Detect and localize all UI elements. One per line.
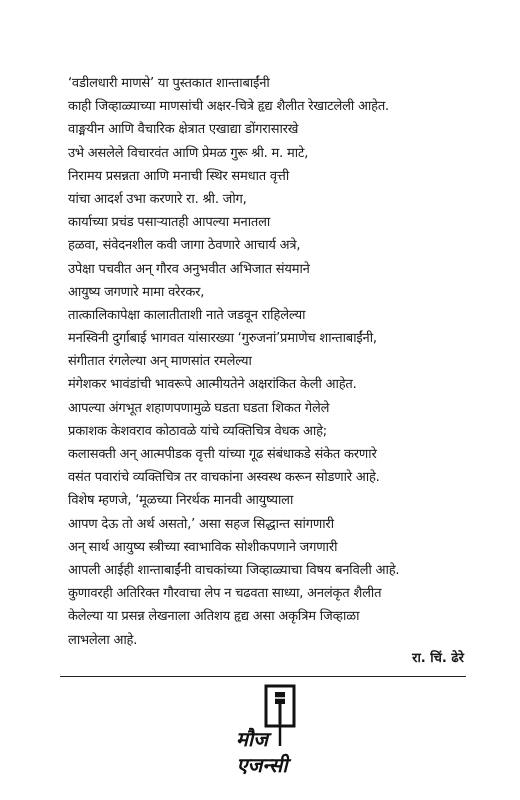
publisher-logo: [212, 684, 312, 796]
text-line: उभे असलेले विचारवंत आणि प्रेमळ गुरू श्री. म. माटे,: [68, 145, 309, 161]
text-line: संगीतात रंगलेल्या अन् माणसांत रमलेल्या: [68, 354, 252, 370]
text-line: निरामय प्रसन्नता आणि मनाची स्थिर समधात वृत्ती: [68, 168, 290, 184]
blurb-text: [68, 72, 468, 652]
text-line: ‘वडीलधारी माणसे’ या पुस्तकात शान्ताबाईंनी: [68, 76, 270, 91]
divider-rule: [60, 676, 466, 677]
text-line: हळवा, संवेदनशील कवी जागा ठेवणारे आचार्य अत्रे,: [68, 238, 301, 254]
text-line: लाभलेला आहे.: [68, 632, 138, 648]
text-line: कार्याच्या प्रचंड पसाऱ्यातही आपल्या मनातला: [68, 215, 271, 231]
text-line: अन् सार्थ आयुष्य स्त्रीच्या स्वाभाविक सोशीकपणाने जगणारी: [68, 539, 338, 555]
text-line: वाङ्मयीन आणि वैचारिक क्षेत्रात एखाद्या डोंगरासारखे: [68, 122, 299, 138]
text-line: काही जिव्हाळ्याच्या माणसांची अक्षर-चित्रे हृद्य शैलीत रेखाटलेली आहेत.: [68, 99, 389, 115]
text-line: आयुष्य जगणारे मामा वरेरकर,: [68, 284, 205, 300]
author-signature: रा. चिं. ढेरे: [412, 651, 464, 666]
text-line: उपेक्षा पचवीत अन् गौरव अनुभवीत अभिजात संयमाने: [68, 261, 310, 277]
text-line: विशेष म्हणजे, ‘मूळच्या निरर्थक मानवी आयुष्याला: [68, 493, 294, 509]
text-line: आपण देऊ तो अर्थ असतो,’ असा सहज सिद्धान्त सांगणारी: [68, 516, 334, 532]
text-line: तात्कालिकापेक्षा कालातीताशी नाते जडवून राहिलेल्या: [68, 307, 306, 323]
text-line: कलासक्ती अन् आत्मपीडक वृत्ती यांच्या गूढ संबंधाकडे संकेत करणारे: [68, 447, 377, 462]
publisher-logo-line1: मौज: [236, 727, 268, 751]
text-line: यांचा आदर्श उभा करणारे रा. श्री. जोग,: [68, 191, 247, 207]
text-line: प्रकाशक केशवराव कोठावळे यांचे व्यक्तिचित्र वेधक आहे;: [68, 423, 327, 439]
text-line: आपल्या अंगभूत शहाणपणामुळे घडता घडता शिकत गेलेले: [68, 400, 330, 416]
text-line: वसंत पवारांचे व्यक्तिचित्र तर वाचकांना अस्वस्थ करून सोडणारे आहे.: [68, 470, 380, 486]
text-line: कुणावरही अतिरिक्त गौरवाचा लेप न चढवता साध्या, अनलंकृत शैलीत: [68, 586, 382, 602]
text-line: मनस्विनी दुर्गाबाई भागवत यांसारख्या ‘गुरुजनां’प्रमाणेच शान्ताबाईंनी,: [68, 331, 377, 347]
text-line: मंगेशकर भावंडांची भावरूपे आत्मीयतेने अक्षरांकित केली आहेत.: [68, 377, 357, 393]
publisher-logo-line2: एजन्सी: [236, 753, 288, 777]
text-line: केलेल्या या प्रसन्न लेखनाला अतिशय हृद्य असा अकृत्रिम जिव्हाळा: [68, 609, 360, 625]
text-line: आपली आईही शान्ताबाईंनी वाचकांच्या जिव्हाळ्याचा विषय बनविली आहे.: [68, 562, 400, 578]
